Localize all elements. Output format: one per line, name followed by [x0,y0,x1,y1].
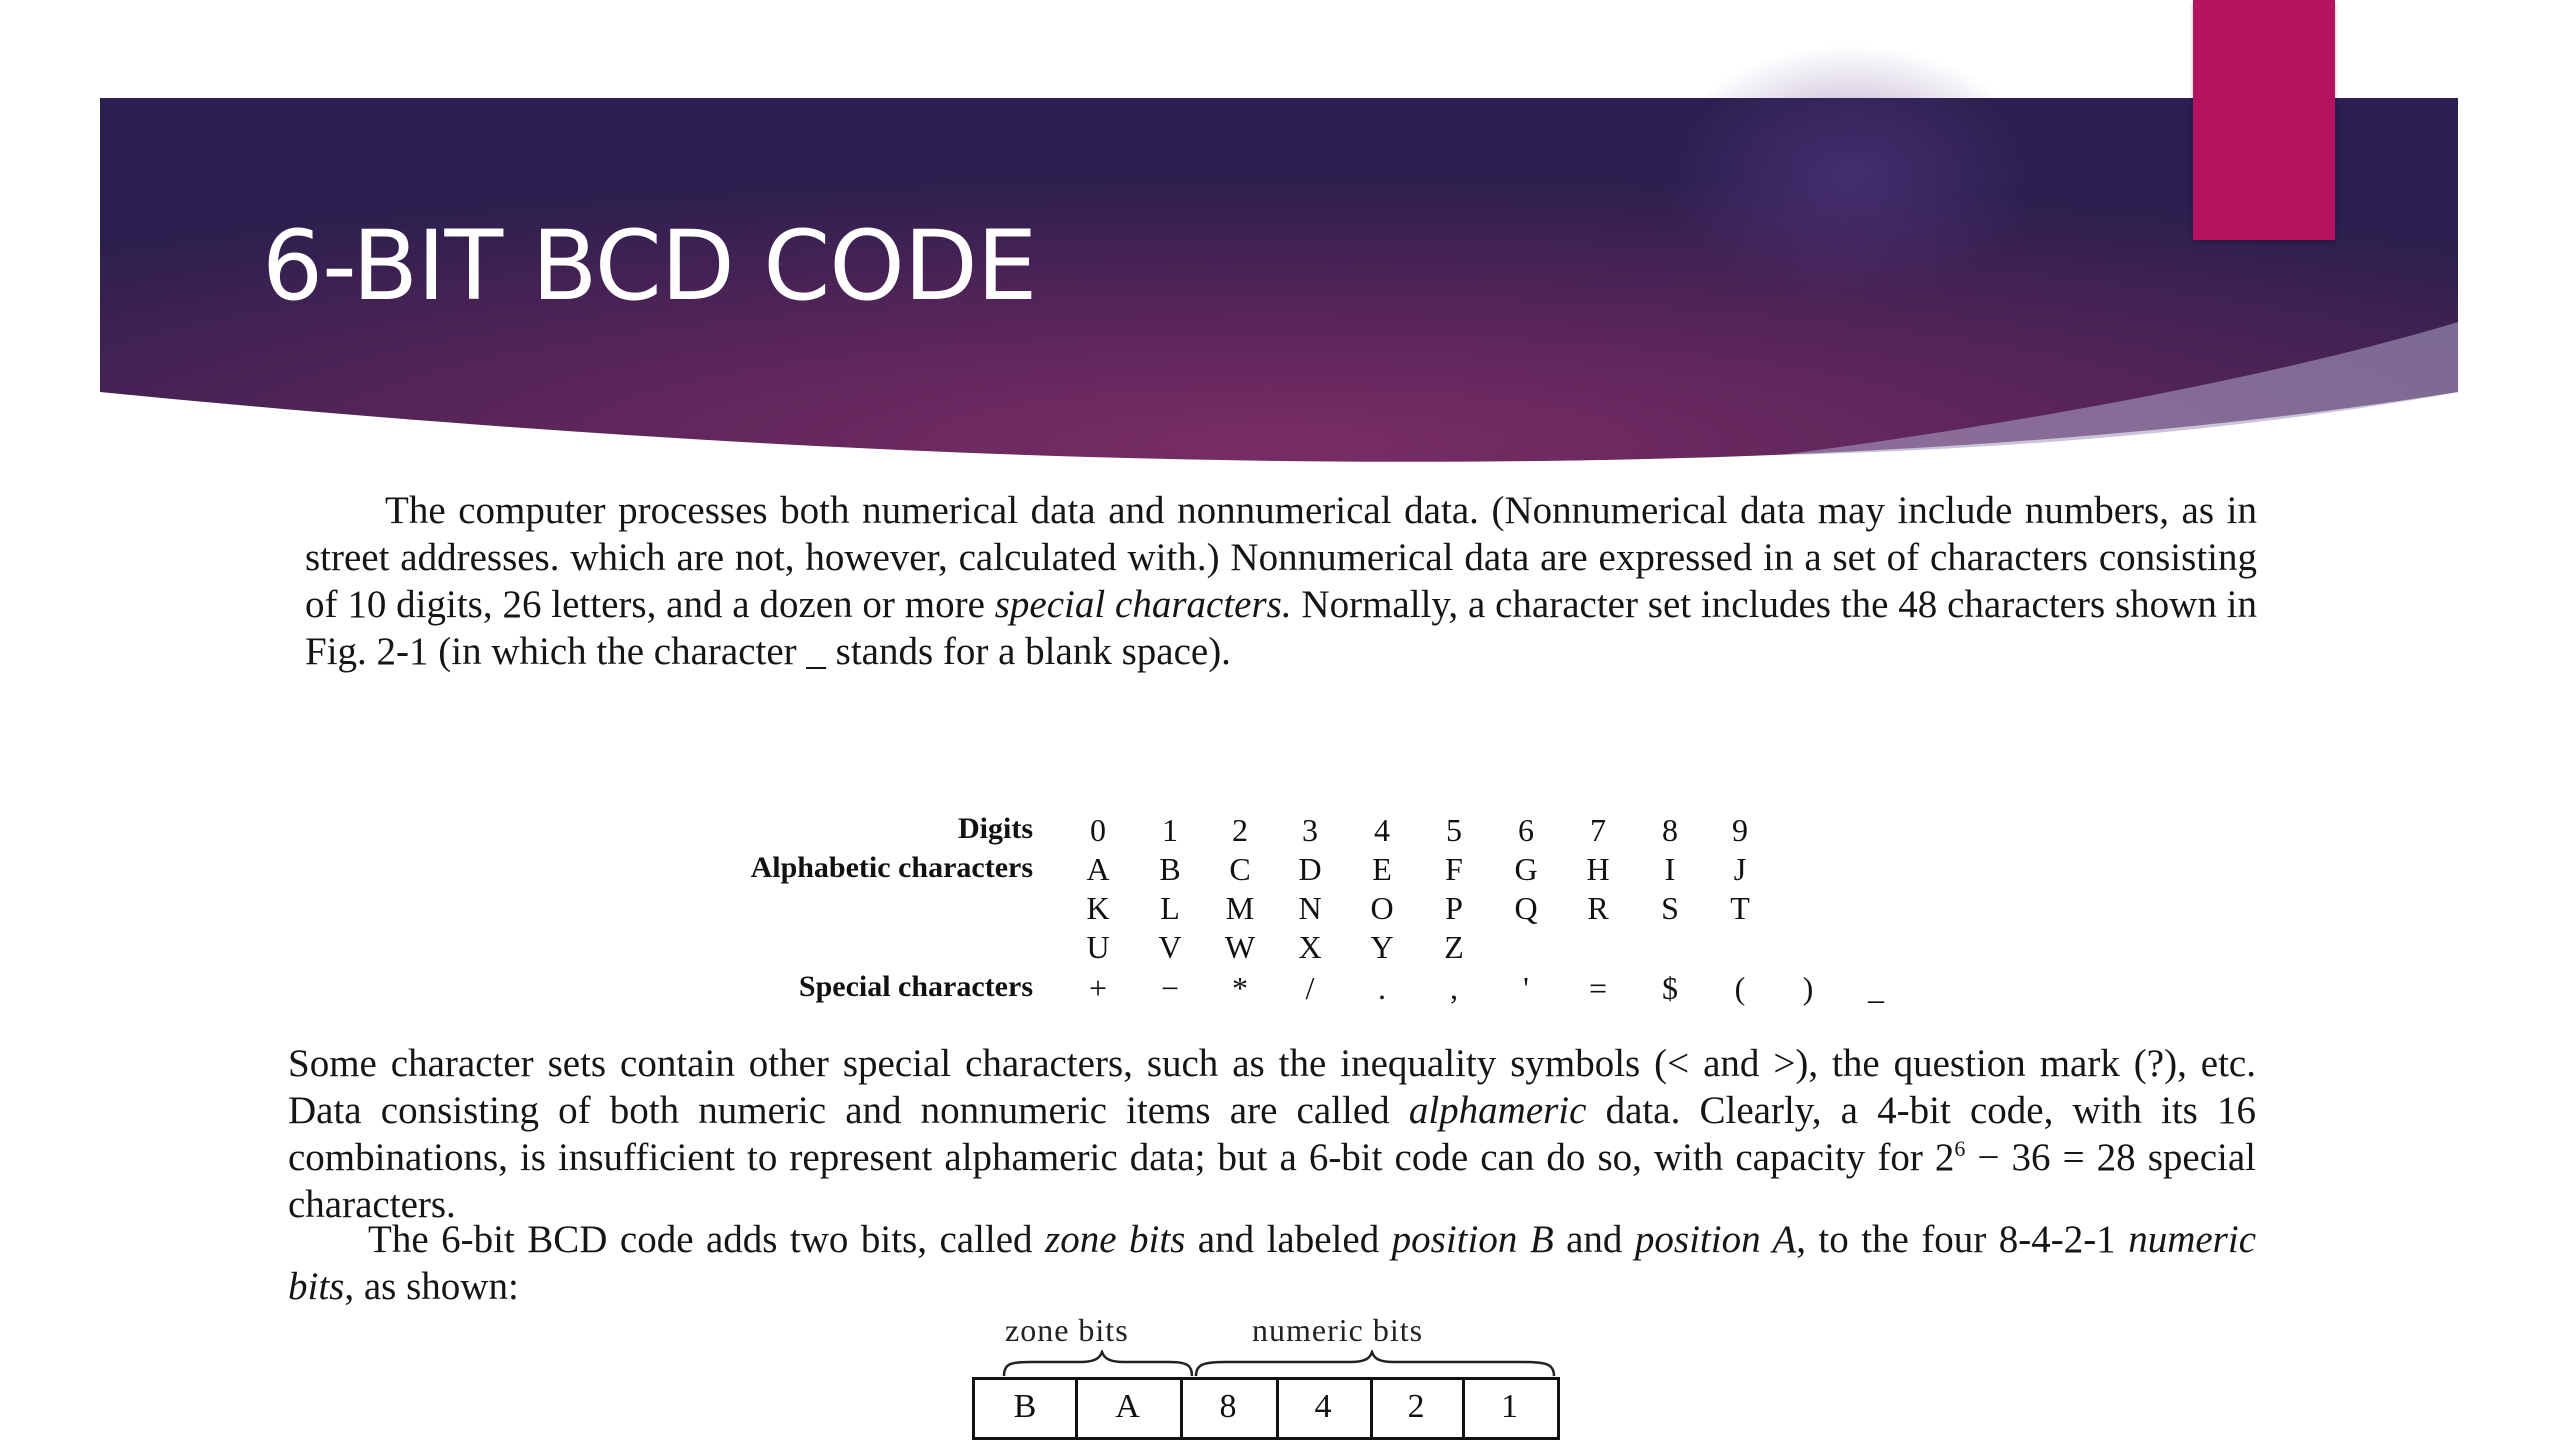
alpha-row2-cell: T [1730,890,1750,926]
special-char-cell: ' [1523,970,1529,1006]
bit-cell: A [1075,1377,1183,1440]
special-char-cell: ( [1734,970,1746,1006]
special-char-cell: , [1450,970,1458,1006]
alpha-row1-cell: I [1664,851,1676,887]
zone-text-2: and labeled [1185,1218,1392,1261]
zone-bits-label: zone bits [1005,1312,1129,1348]
alpha-row2-cell: R [1587,890,1609,926]
special-label: Special characters [798,970,1033,1003]
zone-emphasis-3: position A [1634,1218,1797,1261]
special-char-cell: / [1305,970,1315,1006]
alpha-row3-cell: W [1224,929,1256,965]
digit-cell: 3 [1302,812,1318,848]
digit-cell: 9 [1732,812,1748,848]
digit-cell: 1 [1162,812,1178,848]
bit-group-braces [1000,1350,1560,1378]
alpha-row2-cell: Q [1514,890,1538,926]
special-char-cell: $ [1662,970,1678,1006]
digits-label: Digits [958,812,1033,845]
special-char-cell: − [1160,970,1180,1006]
bit-cell: 4 [1276,1377,1373,1440]
alpha-row2-cell: M [1225,890,1255,926]
special-char-cell: + [1088,970,1108,1006]
digit-cell: 2 [1232,812,1248,848]
special-char-cell: ) [1802,970,1814,1006]
special-char-cell: . [1378,970,1386,1006]
zone-bits-paragraph [288,1216,2256,1310]
bit-cell: 1 [1462,1377,1560,1440]
zone-text-3: and [1553,1218,1635,1261]
zone-emphasis-1: zone bits [1045,1218,1186,1261]
digit-cell: 8 [1662,812,1678,848]
zone-text-5: , as shown: [344,1265,519,1308]
digit-cell: 0 [1090,812,1106,848]
alpha-row2-cell: P [1445,890,1463,926]
alpha-row3-cell: Z [1444,929,1464,965]
slide-title: 6-BIT BCD CODE [262,210,1037,322]
intro-emphasis: special characters. [994,583,1292,626]
numeric-bits-label: numeric bits [1252,1312,1424,1348]
alpha-row1-cell: H [1586,851,1610,887]
digit-cell: 6 [1518,812,1534,848]
alphameric-text-3: − 36 = 28 special characters. [288,1136,2257,1226]
special-char-cell: _ [1868,970,1884,1006]
digit-cell: 7 [1590,812,1606,848]
alpha-row3-cell: V [1158,929,1182,965]
alpha-row2-cell: O [1370,890,1394,926]
zone-emphasis-2: position B [1391,1218,1554,1261]
zone-emphasis-4: numeric bits [288,1218,2257,1308]
bit-cell: B [972,1377,1078,1440]
special-char-cell: = [1588,970,1608,1006]
alpha-row1-cell: B [1159,851,1181,887]
alphameric-text-1: Some character sets contain other special characters, such as the inequality symbols (< and >), the question mark (?), etc. Data consisting of both numeric and nonnumeric items are called [288,1042,2256,1132]
zone-text-1: The 6-bit BCD code adds two bits, called [368,1218,1046,1261]
alpha-row1-cell: F [1445,851,1463,887]
alpha-row2-cell: K [1086,890,1110,926]
zone-text-4: , to the four 8-4-2-1 [1796,1218,2129,1261]
alpha-row2-cell: S [1661,890,1679,926]
alpha-row3-cell: Y [1370,929,1394,965]
alpha-row1-cell: A [1086,851,1110,887]
alphameric-emphasis: alphameric [1408,1089,1587,1132]
intro-text-1: The computer processes both numerical data and nonnumerical data. (Nonnumerical data may include numbers, as in street addresses. which are not, however, calculated with.) Nonnumerical data are expressed in a set of characters consisting of 10 digits, 26 letters, and a dozen or more [305,489,2257,626]
accent-tab [2193,0,2335,240]
digit-cell: 4 [1374,812,1390,848]
alpha-row2-cell: N [1298,890,1322,926]
power-exponent: 6 [1954,1136,1966,1161]
alpha-row1-cell: E [1372,851,1392,887]
intro-text-2: Normally, a character set includes the 48 characters shown in Fig. 2-1 (in which the character _ stands for a blank space). [305,583,2258,673]
bit-cell: 2 [1370,1377,1465,1440]
intro-paragraph [305,487,2257,675]
special-char-cell: * [1232,970,1248,1006]
alphameric-text-2: data. Clearly, a 4-bit code, with its 16 combinations, is insufficient to represent alphameric data; but a 6-bit code can do so, with capacity for 2 [288,1089,2256,1179]
alphabetic-label: Alphabetic characters [750,851,1033,884]
alpha-row1-cell: G [1514,851,1538,887]
bit-cell: 8 [1180,1377,1279,1440]
alpha-row1-cell: C [1229,851,1251,887]
digit-cell: 5 [1446,812,1462,848]
alpha-row2-cell: L [1160,890,1180,926]
alpha-row3-cell: U [1086,929,1110,965]
alpha-row1-cell: D [1298,851,1322,887]
alpha-row3-cell: X [1298,929,1322,965]
alphameric-paragraph [288,1040,2256,1228]
alpha-row1-cell: J [1733,851,1747,887]
